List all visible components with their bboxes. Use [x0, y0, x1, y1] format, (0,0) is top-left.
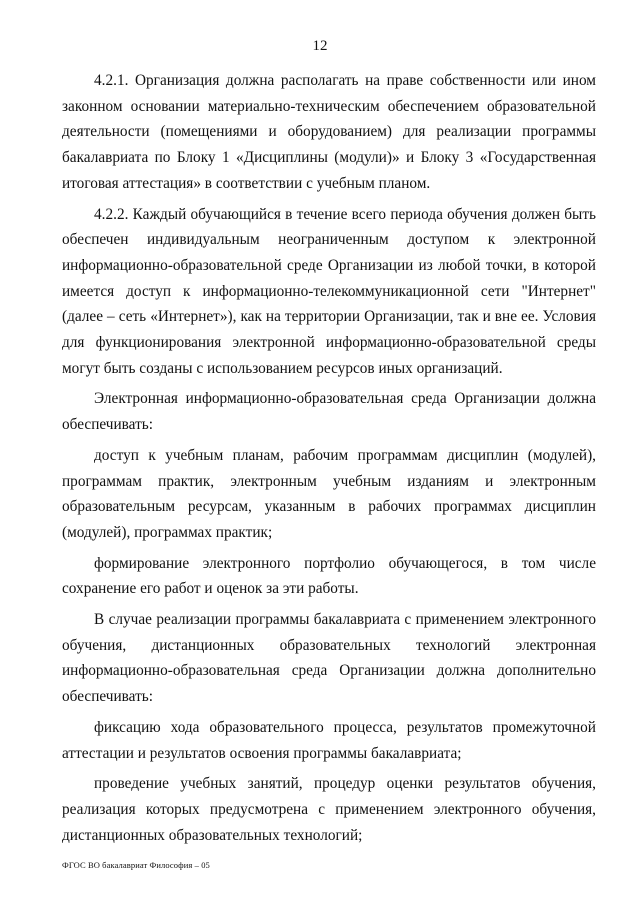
paragraph-fixation-item: фиксацию хода образовательного процесса, результатов промежуточной аттестации и результатов освоения программы бакалавриата;	[62, 718, 596, 762]
paragraph-access-item: доступ к учебным планам, рабочим программам дисциплин (модулей), программам практик, электронным учебным изданиям и электронным образовательным ресурсам, указанным в рабочих программах дисциплин (модулей), программах практик;	[62, 446, 596, 541]
paragraph-4-2-2: 4.2.2. Каждый обучающийся в течение всего периода обучения должен быть обеспечен индивидуальным неограниченным доступом к электронной информационно-образовательной среде Организации из любой точки, в которой имеется доступ к информационно-телекоммуникационной сети "Интернет" (далее – сеть «Интернет»), как на территории Организации, так и вне ее. Условия для функционирования электронной информационно-образовательной среды могут быть созданы с использованием ресурсов иных организаций.	[62, 205, 596, 377]
paragraph-distance-learning: В случае реализации программы бакалавриата с применением электронного обучения, дистанционных образовательных технологий электронная информационно-образовательная среда Организации должна дополнительно обеспечивать:	[62, 611, 596, 706]
paragraph-4-2-1: 4.2.1. Организация должна располагать на праве собственности или ином законном основании материально-техническим обеспечением образовательной деятельности (помещениями и оборудованием) для реализации программы бакалавриата по Блоку 1 «Дисциплины (модули)» и Блоку 3 «Государственная итоговая аттестация» в соответствии с учебным планом.	[62, 72, 596, 192]
document-body	[62, 68, 596, 848]
paragraph-classes-item: проведение учебных занятий, процедур оценки результатов обучения, реализация которых предусмотрена с применением электронного обучения, дистанционных образовательных технологий;	[62, 775, 596, 844]
paragraph-portfolio-item: формирование электронного портфолио обучающегося, в том числе сохранение его работ и оценок за эти работы.	[62, 554, 596, 598]
page-number: 12	[312, 38, 328, 54]
paragraph-eios-intro: Электронная информационно-образовательная среда Организации должна обеспечивать:	[62, 390, 596, 434]
page-footer: ФГОС ВО бакалавриат Философия – 05	[62, 860, 210, 870]
